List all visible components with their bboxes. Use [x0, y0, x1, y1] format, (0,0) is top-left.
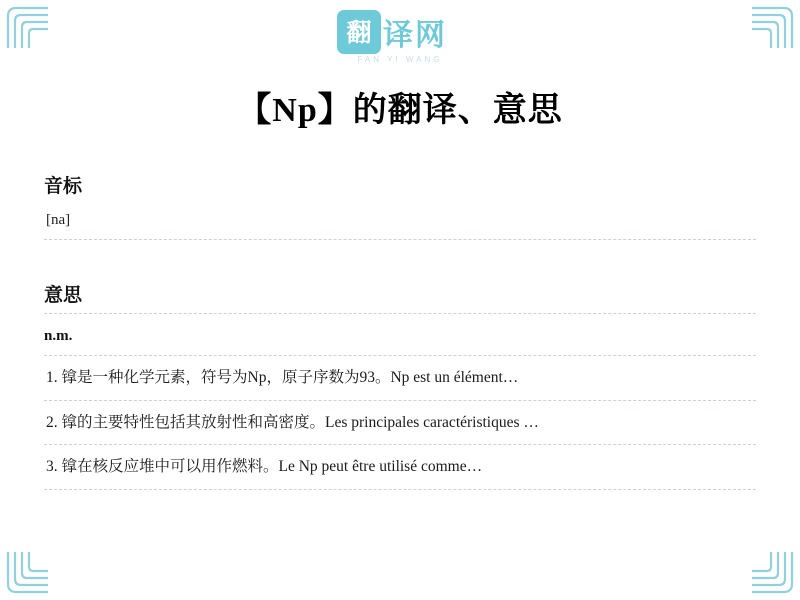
phonetic-value: [na] [46, 212, 71, 228]
sense-item: 3. 镎在核反应堆中可以用作燃料。Le Np peut être utilisé comme… [46, 458, 483, 476]
logo-badge-char: 翻 [346, 17, 372, 47]
corner-ornament-bottom-left [6, 550, 50, 594]
divider [44, 239, 756, 240]
sense-item: 2. 镎的主要特性包括其放射性和高密度。Les principales caractéristiques … [46, 413, 539, 431]
phonetic-heading: 音标 [44, 176, 83, 197]
divider [44, 489, 756, 490]
logo-wordmark: 译网 [383, 18, 447, 53]
page-title: 【Np】的翻译、意思 [237, 92, 563, 129]
corner-ornament-bottom-right [750, 550, 794, 594]
sense-item: 1. 镎是一种化学元素，符号为Np，原子序数为93。Np est un élément… [46, 369, 519, 386]
meaning-heading: 意思 [44, 285, 83, 306]
logo-subtitle: FAN YI WANG [357, 55, 443, 64]
divider [44, 313, 756, 314]
part-of-speech: n.m. [44, 328, 73, 344]
